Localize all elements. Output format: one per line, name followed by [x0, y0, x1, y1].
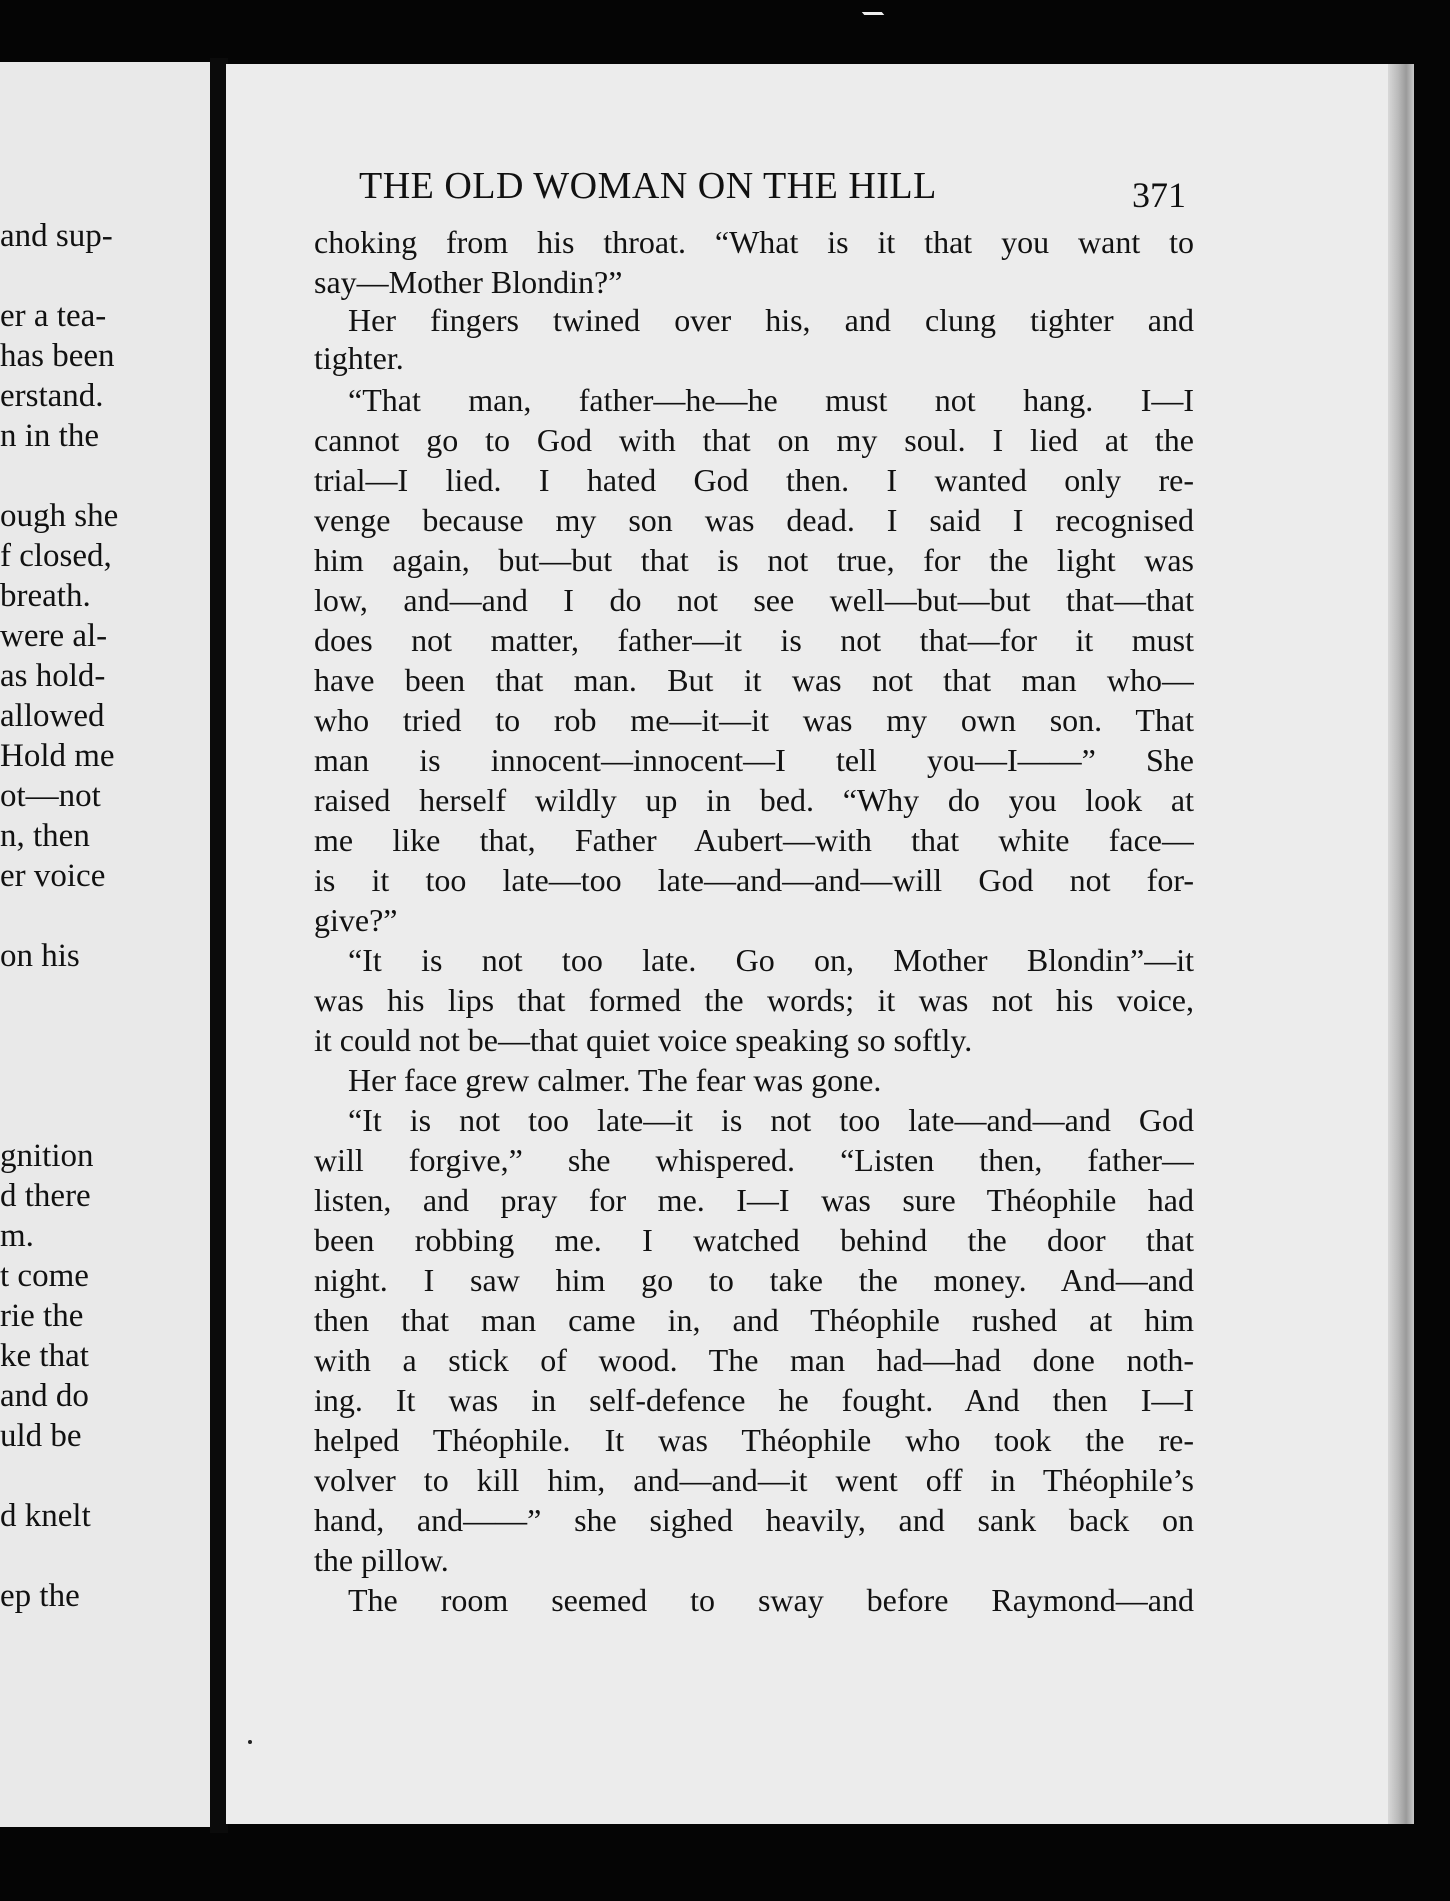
- facing-page-text-fragment: n in the: [0, 418, 99, 454]
- facing-page-text-fragment: t come: [0, 1258, 89, 1294]
- facing-page-text-fragment: allowed: [0, 698, 105, 734]
- facing-page-text-fragment: erstand.: [0, 378, 104, 414]
- text-line: “That man, father—he—he must not hang. I—I: [348, 382, 1194, 418]
- text-line: me like that, Father Aubert—with that white face—: [314, 822, 1194, 858]
- facing-page-text-fragment: as hold-: [0, 658, 106, 694]
- text-line: is it too late—too late—and—and—will God not for-: [314, 862, 1194, 898]
- text-line: “It is not too late. Go on, Mother Blondin”—it: [348, 942, 1194, 978]
- page-number: 371: [1132, 175, 1186, 215]
- facing-page-text-fragment: rie the: [0, 1298, 84, 1334]
- text-line: who tried to rob me—it—it was my own son. That: [314, 702, 1194, 738]
- text-line: man is innocent—innocent—I tell you—I——” She: [314, 742, 1194, 778]
- text-line: the pillow.: [314, 1542, 449, 1578]
- facing-page-text-fragment: d there: [0, 1178, 91, 1214]
- text-line: been robbing me. I watched behind the door that: [314, 1222, 1194, 1258]
- facing-page-text-fragment: gnition: [0, 1138, 94, 1174]
- text-line: ing. It was in self-defence he fought. And then I—I: [314, 1382, 1194, 1418]
- text-line: it could not be—that quiet voice speaking so softly.: [314, 1022, 973, 1058]
- facing-page-text-fragment: m.: [0, 1218, 34, 1254]
- facing-page-text-fragment: uld be: [0, 1418, 82, 1454]
- facing-page-text-fragment: ke that: [0, 1338, 89, 1374]
- facing-page-text-fragment: on his: [0, 938, 80, 974]
- text-line: trial—I lied. I hated God then. I wanted only re-: [314, 462, 1194, 498]
- facing-page-text-fragment: er voice: [0, 858, 106, 894]
- text-line: give?”: [314, 902, 398, 938]
- facing-page-text-fragment: Hold me: [0, 738, 115, 774]
- text-line: cannot go to God with that on my soul. I lied at the: [314, 422, 1194, 458]
- text-line: Her fingers twined over his, and clung tighter and: [348, 302, 1194, 338]
- page-edge: [1388, 64, 1414, 1824]
- facing-page-text-fragment: d knelt: [0, 1498, 91, 1534]
- text-line: night. I saw him go to take the money. And—and: [314, 1262, 1194, 1298]
- text-line: The room seemed to sway before Raymond—and: [348, 1582, 1194, 1618]
- text-line: Her face grew calmer. The fear was gone.: [348, 1062, 882, 1098]
- facing-page-text-fragment: were al-: [0, 618, 108, 654]
- text-line: tighter.: [314, 340, 404, 376]
- facing-page-text-fragment: ough she: [0, 498, 119, 534]
- facing-page-text-fragment: ep the: [0, 1578, 80, 1614]
- text-line: then that man came in, and Théophile rushed at him: [314, 1302, 1194, 1338]
- text-line: with a stick of wood. The man had—had done noth-: [314, 1342, 1194, 1378]
- text-line: listen, and pray for me. I—I was sure Théophile had: [314, 1182, 1194, 1218]
- text-line: does not matter, father—it is not that—for it must: [314, 622, 1194, 658]
- facing-page-text-fragment: and do: [0, 1378, 89, 1414]
- running-head: THE OLD WOMAN ON THE HILL: [359, 165, 937, 207]
- text-line: raised herself wildly up in bed. “Why do you look at: [314, 782, 1194, 818]
- text-line: low, and—and I do not see well—but—but that—that: [314, 582, 1194, 618]
- facing-page-text-fragment: has been: [0, 338, 115, 374]
- text-line: hand, and——” she sighed heavily, and sank back on: [314, 1502, 1194, 1538]
- text-line: choking from his throat. “What is it that you want to: [314, 224, 1194, 260]
- text-line: venge because my son was dead. I said I recognised: [314, 502, 1194, 538]
- scan-speck: [248, 1740, 252, 1744]
- facing-page-text-fragment: er a tea-: [0, 298, 107, 334]
- text-line: say—Mother Blondin?”: [314, 264, 623, 300]
- text-line: was his lips that formed the words; it was not his voice,: [314, 982, 1194, 1018]
- facing-page-text-fragment: and sup-: [0, 218, 113, 254]
- text-line: him again, but—but that is not true, for the light was: [314, 542, 1194, 578]
- facing-page-text-fragment: ot—not: [0, 778, 101, 814]
- facing-page-text-fragment: breath.: [0, 578, 91, 614]
- facing-page-text-fragment: f closed,: [0, 538, 112, 574]
- facing-page-fragment: [0, 62, 212, 1827]
- text-line: volver to kill him, and—and—it went off in Théophile’s: [314, 1462, 1194, 1498]
- text-line: will forgive,” she whispered. “Listen then, father—: [314, 1142, 1194, 1178]
- book-page: [226, 64, 1414, 1824]
- text-line: “It is not too late—it is not too late—and—and God: [348, 1102, 1194, 1138]
- text-line: have been that man. But it was not that man who—: [314, 662, 1194, 698]
- facing-page-text-fragment: n, then: [0, 818, 90, 854]
- text-line: helped Théophile. It was Théophile who took the re-: [314, 1422, 1194, 1458]
